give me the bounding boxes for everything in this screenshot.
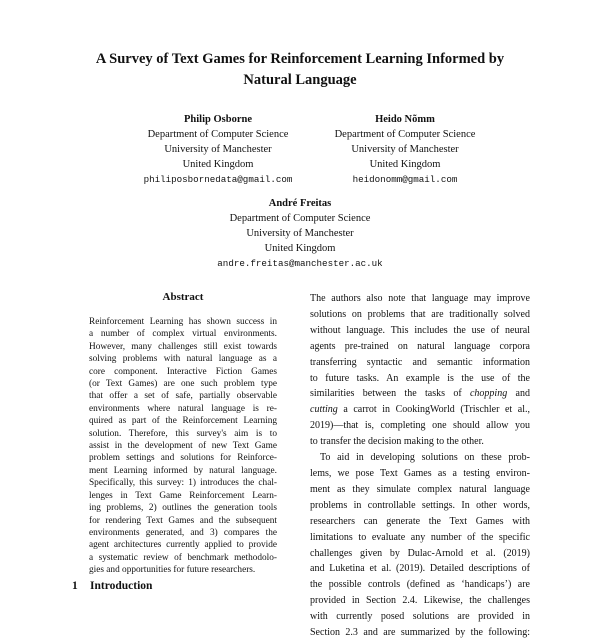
author-block — [290, 112, 520, 187]
body-line: with currently posed solutions are provided in — [310, 611, 530, 623]
title-line: A Survey of Text Games for Reinforcement Learning Informed by — [95, 51, 505, 67]
author-email: andre.freitas@manchester.ac.uk — [217, 258, 383, 269]
body-line: limitations to evaluate any number of the specific — [310, 531, 530, 543]
author-country: United Kingdom — [264, 243, 336, 254]
body-line: 2019)—that is, completing one should allow you — [310, 420, 530, 432]
abstract-line: solution. Therefore, this survey's aim is to — [89, 428, 277, 439]
body-line: The authors also note that language may improve — [310, 293, 530, 304]
emphasis-cutting: cutting — [310, 404, 338, 416]
abstract-line: a systematic review of benchmark methodolo- — [89, 552, 277, 563]
abstract-line: However, many challenges still exist towards — [89, 341, 277, 352]
author-country: United Kingdom — [369, 159, 441, 170]
author-email: heidonomm@gmail.com — [352, 174, 458, 185]
body-line: solutions on problems that are traditionally solved — [310, 308, 530, 320]
body-line: transferring syntactic and semantic information — [310, 356, 530, 368]
abstract-line: core component. Interactive Fiction Games — [89, 366, 277, 377]
abstract-line: environments where natural language is re- — [89, 403, 277, 414]
emphasis-chopping: chopping — [469, 388, 508, 400]
abstract-line: solving problems with natural language as a — [89, 354, 277, 365]
body-line: the possible controls (defined as ‘handicaps’) are — [310, 579, 530, 591]
abstract-line: a number of complex virtual environments. — [89, 329, 277, 340]
body-line: and Luketina et al. (2019). Detailed descriptions of — [310, 563, 530, 575]
author-email: philiposbornedata@gmail.com — [143, 174, 293, 185]
abstract-line: environments generated, and 3) compares the — [89, 527, 277, 538]
body-line-mixed — [310, 402, 530, 418]
body-text-span: similarities between the tasks of — [310, 388, 470, 400]
body-line: problems in controllable settings. In other words, — [310, 499, 530, 511]
abstract-line: ing problems, 2) outlines the generation tools — [89, 503, 277, 514]
section-heading — [72, 580, 152, 592]
section-title: Introduction — [90, 580, 153, 592]
body-line: lems, we pose Text Games as a testing environ- — [310, 467, 530, 479]
body-line: Section 2.3 and are summarized by the following: — [310, 627, 530, 639]
body-line: without language. This includes the use of neural — [310, 324, 530, 336]
author-country: United Kingdom — [182, 159, 254, 170]
paper-title — [60, 49, 540, 91]
author-university: University of Manchester — [351, 144, 459, 155]
author-block — [190, 196, 410, 271]
author-name: André Freitas — [268, 198, 332, 209]
body-line: provided in Section 2.4. Likewise, the challenges — [310, 595, 530, 607]
abstract-line: (or Text Games) are one such problem type — [89, 379, 277, 390]
abstract-line: Reinforcement Learning has shown success in — [89, 317, 277, 327]
abstract-line: ment Learning informed by natural language. — [89, 465, 277, 476]
body-line: challenges given by Dulac-Arnold et al. (2019) — [310, 547, 530, 559]
abstract-line: quired as part of the Reinforcement Learning — [89, 416, 277, 427]
author-name: Philip Osborne — [184, 114, 252, 125]
abstract-line: agent architectures currently applied to provide — [89, 540, 277, 551]
abstract-line: that offer a set of safe, partially observable — [89, 391, 277, 402]
body-line: ment as they simulate complex natural language — [310, 483, 530, 495]
author-university: University of Manchester — [246, 228, 354, 239]
abstract-line: for rendering Text Games and the subsequent — [89, 515, 277, 526]
body-line: researchers can generate the Text Games with — [310, 515, 530, 527]
body-text — [310, 291, 530, 641]
title-line: Natural Language — [243, 72, 357, 88]
author-department: Department of Computer Science — [229, 213, 371, 224]
abstract-line: gies and opportunities for future researchers. — [89, 565, 256, 576]
abstract-heading: Abstract — [162, 291, 204, 303]
body-line: to transfer the decision making to the other. — [310, 436, 484, 448]
body-line: agents pre-trained on natural language corpora — [310, 340, 530, 352]
abstract-line: assist in the development of new Text Game — [89, 441, 277, 452]
abstract-text — [89, 316, 277, 577]
abstract-line: Specifically, this survey: 1) introduces the chal- — [89, 478, 277, 489]
body-line: to future tasks. An example is the use of the — [310, 372, 530, 384]
abstract-line: lenges in Text Game Reinforcement Learn- — [89, 490, 277, 501]
abstract-line: problem settings and solutions for Reinforce- — [89, 453, 277, 464]
author-name: Heido Nõmm — [375, 114, 435, 125]
author-university: University of Manchester — [164, 144, 272, 155]
author-department: Department of Computer Science — [334, 129, 476, 140]
section-number: 1 — [72, 580, 78, 592]
body-text-span: and — [507, 388, 530, 400]
body-line: To aid in developing solutions on these prob- — [320, 452, 530, 464]
author-department: Department of Computer Science — [147, 129, 289, 140]
body-text-span: a carrot in CookingWorld (Trischler et al., — [337, 404, 530, 416]
body-line-mixed — [310, 386, 530, 402]
